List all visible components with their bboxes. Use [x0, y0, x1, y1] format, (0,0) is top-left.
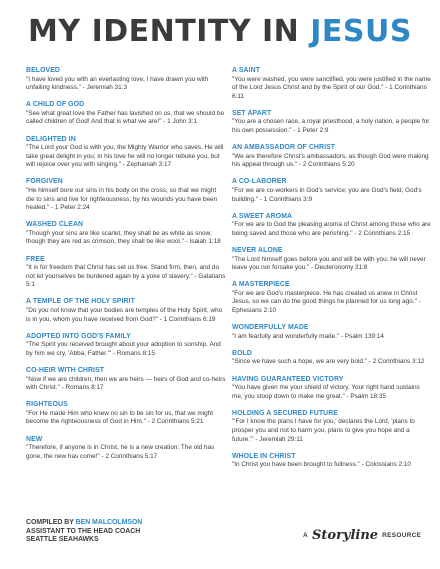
- identity-heading: WONDERFULLY MADE: [232, 324, 309, 332]
- scripture-verse: "You are a chosen race, a royal priesthood, a holy nation, a people for his own possession." - 1 Peter 2:9: [232, 118, 430, 134]
- scripture-verse: "I am fearfully and wonderfully made." - Psalm 139:14: [232, 332, 384, 340]
- identity-entry: [26, 436, 226, 462]
- compiled-by-label: COMPILED BY: [26, 519, 74, 526]
- identity-entry: [26, 367, 226, 393]
- identity-heading: RIGHTEOUS: [26, 401, 68, 409]
- identity-entry: [26, 401, 226, 427]
- left-column: [26, 67, 226, 470]
- scripture-verse: "It is for freedom that Christ has set us free. Stand firm, then, and do not let yourselves be burdened again by a yoke of slavery." - Galatians 5:1: [26, 264, 226, 289]
- identity-heading: HAVING GUARANTEED VICTORY: [232, 375, 344, 383]
- identity-entry: [232, 453, 432, 470]
- identity-heading: WHOLE IN CHRIST: [232, 452, 296, 460]
- identity-entry: [26, 101, 226, 127]
- identity-heading: SET APART: [232, 109, 272, 117]
- right-column: [232, 67, 432, 478]
- resource-prefix: A: [303, 532, 308, 539]
- scripture-verse: "For we are co-workers in God's service; you are God's field, God's building." - 1 Corinthians 3:9: [232, 186, 422, 203]
- scripture-verse: "He himself bore our sins in his body on the cross, so that we might die to sins and live for righteousness; by his wounds you have been healed." - 1 Peter 2:24: [26, 186, 218, 212]
- identity-entry: [232, 376, 432, 402]
- identity-entry: [232, 410, 432, 444]
- identity-entry: [232, 213, 432, 239]
- identity-entry: [26, 256, 226, 290]
- identity-entry: [26, 333, 226, 359]
- identity-entry: [232, 110, 432, 136]
- page-title: [0, 14, 440, 50]
- identity-heading: HOLDING A SECURED FUTURE: [232, 409, 339, 417]
- identity-heading: A SWEET AROMA: [232, 212, 293, 220]
- identity-entry: [232, 67, 432, 101]
- scripture-verse: "The Spirit you received brought about your adoption to sonship. And by him we cry, 'Abba, Father.'" - Romans 8:15: [26, 341, 221, 357]
- identity-heading: BOLD: [232, 349, 252, 357]
- identity-entry: [232, 324, 432, 341]
- scripture-verse: "For He made Him who knew no sin to be sin for us, that we might become the righteousness of God in Him." - 2 Corinthians 5:21: [26, 409, 213, 426]
- identity-heading: AN AMBASSADOR OF CHRIST: [232, 144, 336, 152]
- identity-heading: CO-HEIR WITH CHRIST: [26, 367, 105, 375]
- identity-heading: NEVER ALONE: [232, 247, 283, 254]
- identity-entry: [232, 247, 432, 273]
- compiler-credit: [26, 519, 142, 545]
- compiler-team: SEATTLE SEAHAWKS: [26, 536, 99, 544]
- scripture-verse: "Do you not know that your bodies are temples of the Holy Spirit, who is in you, whom you have received from God?" - 1 Corinthians 6:19: [26, 306, 223, 323]
- scripture-verse: "I have loved you with an everlasting love; I have drawn you with unfailing kindness." - Jeremiah 31:3: [26, 75, 209, 92]
- identity-heading: FREE: [26, 255, 45, 263]
- storyline-resource-badge: [303, 528, 421, 543]
- identity-heading: A CHILD OF GOD: [26, 101, 85, 109]
- scripture-verse: "See what great love the Father has lavished on us, that we should be called children of God! And that is what we are!" - 1 John 3:1: [26, 109, 225, 126]
- scripture-verse: "Since we have such a hope, we are very bold." - 2 Corinthians 3:12: [232, 358, 425, 366]
- page-title-accent: JESUS: [310, 14, 412, 49]
- identity-entry: [232, 144, 432, 170]
- scripture-verse: "You have given me your shield of victory. Your right hand sustains me; you stoop down to make me great." - Psalm 18:35: [232, 384, 420, 400]
- identity-entry: [26, 221, 226, 247]
- identity-heading: WASHED CLEAN: [26, 221, 84, 229]
- identity-entry: [26, 67, 226, 93]
- scripture-verse: "We are therefore Christ's ambassadors, as though God were making his appeal through us." - 2 Corinthians 5:20: [232, 152, 429, 169]
- identity-entry: [26, 136, 226, 170]
- identity-heading: NEW: [26, 435, 43, 443]
- identity-entry: [232, 178, 432, 204]
- page-title-main: MY IDENTITY IN: [28, 14, 300, 49]
- compiler-name: BEN MALCOLMSON: [75, 519, 143, 526]
- identity-heading: BELOVED: [26, 67, 61, 74]
- identity-heading: A CO-LABORER: [232, 178, 287, 186]
- scripture-verse: "Now if we are children, then we are heirs — heirs of God and co-heirs with Christ." - Romans 8:17: [26, 375, 226, 392]
- scripture-verse: "Though your sins are like scarlet, they shall be as white as snow; though they are red as crimson, they shall be like wool." - Isaiah 1:18: [26, 229, 221, 246]
- scripture-verse: "The Lord himself goes before you and will be with you; he will never leave you nor forsake you." - Deuteronomy 31:8: [232, 255, 426, 272]
- scripture-verse: "Therefore, if anyone is in Christ, he is a new creation: The old has gone, the new has come!" - 2 Corinthians 5:17: [26, 444, 215, 460]
- identity-heading: A SAINT: [232, 67, 261, 74]
- scripture-verse: "For we are to God the pleasing aroma of Christ among those who are being saved and those who are perishing." - 2 Corinthians 2:15: [232, 221, 431, 237]
- storyline-logo: Storyline: [312, 528, 379, 543]
- scripture-verse: "In Christ you have been brought to fullness." - Colossians 2:10: [232, 461, 411, 469]
- identity-heading: FORGIVEN: [26, 178, 63, 186]
- identity-heading: A TEMPLE OF THE HOLY SPIRIT: [26, 298, 135, 306]
- identity-entry: [26, 298, 226, 324]
- scripture-verse: "You were washed, you were sanctified, you were justified in the name of the Lord Jesus Christ and by the Spirit of our God." - 1 Corinthians 6:11: [232, 75, 431, 100]
- resource-suffix: RESOURCE: [382, 532, 422, 539]
- identity-entry: [26, 178, 226, 212]
- compiler-role: ASSISTANT TO THE HEAD COACH: [26, 527, 141, 535]
- identity-entry: [232, 281, 432, 315]
- identity-entry: [232, 350, 432, 367]
- scripture-verse: "The Lord your God is with you, the Mighty Warrior who saves. He will take great delight in you; in his love he will no longer rebuke you, but will rejoice over you with singing." - Zephaniah 3:17: [26, 144, 224, 169]
- scripture-verse: "'For I know the plans I have for you,' declares the Lord, 'plans to prosper you and not to harm you, plans to give you hope and a future.'" - Jeremiah 29:11: [232, 418, 415, 443]
- scripture-verse: "For we are God's masterpiece. He has created us anew in Christ Jesus, so we can do the good things he planned for us long ago." - Ephesians 2:10: [232, 289, 421, 314]
- identity-heading: A MASTERPIECE: [232, 281, 290, 289]
- identity-heading: DELIGHTED IN: [26, 135, 76, 143]
- identity-heading: ADOPTED INTO GOD'S FAMILY: [26, 332, 131, 340]
